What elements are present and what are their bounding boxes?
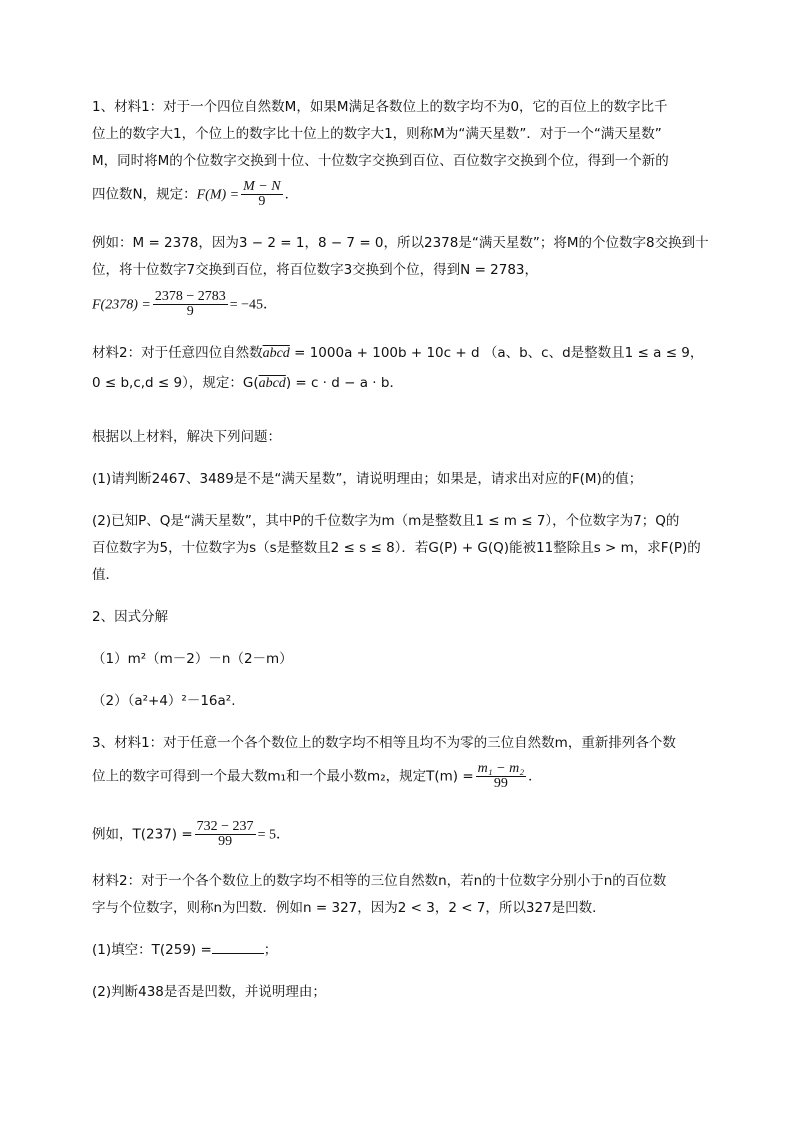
q1-example-rhs: = −45． xyxy=(229,297,278,313)
q1-material-2-def: = 1000a + 100b + 10c + d （a、b、c、d是整数且1 ≤ a ≤ 9， xyxy=(289,345,704,361)
q2-part-1: （1）m²（m－2）－n（2－m） xyxy=(92,651,293,667)
q3-sub-2: (2)判断438是否是凹数，并说明理由； xyxy=(92,984,326,1000)
q3-line-2-end: ． xyxy=(528,768,542,785)
q3-example-lhs: 例如，T(237) = xyxy=(92,826,193,843)
q2-part-2: （2）（a²+4）²－16a². xyxy=(92,693,236,709)
q3-example-fraction-num: 732 − 237 xyxy=(196,819,254,834)
q3-line-2-text: 位上的数字可得到一个最大数m₁和一个最小数m₂，规定T(m) = xyxy=(92,768,474,785)
q1-fraction xyxy=(241,180,282,209)
q3-fraction-num: m₁ − m₂ xyxy=(477,761,525,776)
q1-fraction-den: 9 xyxy=(258,194,266,209)
q1-abcd: abcd xyxy=(262,346,290,361)
q3-sub-1 xyxy=(92,937,717,964)
q1-example-line-3 xyxy=(92,290,717,319)
q1-line-2: 位上的数字大1，个位上的数字比十位上的数字大1，则称M为“满天星数”．对于一个“满天星数” xyxy=(92,126,662,142)
q1-formula-lhs: F(M) = xyxy=(196,187,240,203)
q1-example-fraction-den: 9 xyxy=(186,304,194,319)
q3-sub-1-text: (1)填空：T(259) = xyxy=(92,942,212,958)
q1-sub-2-line-3: 值． xyxy=(92,567,119,583)
q3-material-2-line-1: 材料2：对于一个各个数位上的数字均不相等的三位自然数n，若n的十位数字分别小于n的百位数 xyxy=(92,873,667,889)
q1-material-2-rule-end: ) = c · d − a · b． xyxy=(285,375,403,391)
q1-material-2-line-2 xyxy=(92,370,717,397)
q1-example-fraction xyxy=(153,290,228,319)
q1-sub-2-line-2: 百位数字为5，十位数字为s（s是整数且2 ≤ s ≤ 8）．若G(P) + G(Q)能被11整除且s > m，求F(P)的 xyxy=(92,540,701,556)
q1-line-3: M，同时将M的个位数字交换到十位、十位数字交换到百位、百位数字交换到个位，得到一个新的 xyxy=(92,153,669,169)
q1-example-lhs: F(2378) = xyxy=(92,297,151,313)
q3-sub-1-end: ； xyxy=(263,942,278,958)
q1-sub-1: (1)请判断2467、3489是不是“满天星数”，请说明理由；如果是，请求出对应的F(M)的值； xyxy=(92,471,643,487)
q1-material-2-rule: 0 ≤ b,c,d ≤ 9），规定：G( xyxy=(92,375,259,391)
q1-line-1: 1、材料1：对于一个四位自然数M，如果M满足各数位上的数字均不为0，它的百位上的数字比千 xyxy=(92,99,668,115)
q1-example-line-1: 例如：M = 2378，因为3 − 2 = 1，8 − 7 = 0，所以2378是“满天星数”；将M的个位数字8交换到十 xyxy=(92,235,709,251)
answer-blank[interactable] xyxy=(212,939,264,954)
q1-example-fraction-num: 2378 − 2783 xyxy=(154,289,226,304)
q1-line-4-text: 四位数N，规定： xyxy=(92,186,197,203)
q1-sub-2-line-1: (2)已知P、Q是“满天星数”，其中P的千位数字为m（m是整数且1 ≤ m ≤ 7），个位数字为7；Q的 xyxy=(92,513,680,529)
q3-fraction xyxy=(476,762,526,791)
q1-example-line-2: 位，将十位数字7交换到百位，将百位数字3交换到个位，得到N = 2783， xyxy=(92,262,539,278)
q3-example-fraction-den: 99 xyxy=(218,834,233,849)
q1-material-2-line-1 xyxy=(92,340,717,367)
q3-line-1: 3、材料1：对于任意一个各个数位上的数字均不相等且均不为零的三位自然数m，重新排列各个数 xyxy=(92,735,676,751)
q1-material-2-text: 材料2：对于任意四位自然数 xyxy=(92,345,263,361)
q2-title: 2、因式分解 xyxy=(92,609,169,625)
q1-line-4 xyxy=(92,180,717,209)
q1-intro: 根据以上材料，解决下列问题： xyxy=(92,429,281,445)
q1-abcd-2: abcd xyxy=(258,376,286,391)
q3-fraction-den: 99 xyxy=(493,776,508,791)
q1-line-4-end: ． xyxy=(284,186,299,203)
q3-example-fraction xyxy=(195,820,256,849)
q3-line-2 xyxy=(92,762,717,791)
q1-fraction-num: M − N xyxy=(243,179,281,194)
q3-example xyxy=(92,820,717,849)
q3-example-rhs: = 5． xyxy=(257,827,290,843)
q3-material-2-line-2: 字与个位数字，则称n为凹数．例如n = 327，因为2 < 3，2 < 7，所以327是凹数． xyxy=(92,900,606,916)
